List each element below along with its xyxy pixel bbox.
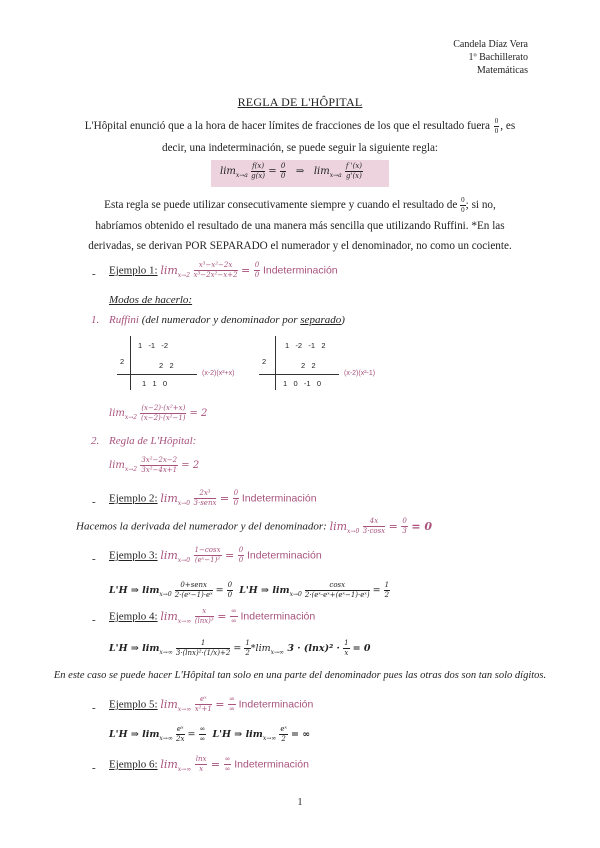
- ruffini-b-row-1: 1 -2 -1 2: [285, 341, 326, 350]
- ruffini-b-result: (x-2)(x²-1): [344, 370, 376, 377]
- ex4-bullet: -: [92, 614, 96, 626]
- ex3-bullet: -: [92, 553, 96, 565]
- ex5-bullet: -: [92, 702, 96, 714]
- explanation-line-1: Esta regla se puede utilizar consecutivamente siempre y cuando el resultado de $\frac{0}{0}$ ; si no,: [104, 196, 496, 214]
- ruffini-a-result: (x-2)(x²+x): [202, 370, 235, 377]
- page-title: REGLA DE L'HÔPITAL: [237, 95, 363, 109]
- ex1-bullet: -: [92, 268, 96, 280]
- ex1-result-ruffini: $\lim_{x\to 2}$ $\frac{\text{(x−2)·(x²+x)}}{\text{(x−2)·(x²−1)}}$ = 2: [109, 404, 208, 422]
- ruffini-b-row-3: 1 0 -1 0: [283, 379, 321, 388]
- intro-line-1: L'Hôpital enunció que a la hora de hacer límites de fracciones de los que el resultado fuera $\frac{0}{0}$ , es: [84, 117, 516, 135]
- ex5-lhopital: L'H ⇒ $\lim_{x\to\infty}$ $\frac{\text{eˣ}}{2x}$ = $\frac{\infty}{\infty}$ L'H ⇒ $\lim_{x\to\infty}$ $\frac{\text{eˣ}}{2}$ = ∞: [109, 725, 311, 743]
- explanation-line-2: habríamos obtenido el resultado de una manera más sencilla que utilizando Ruffini. *En las: [95, 220, 505, 232]
- ruffini-a-hline: [117, 374, 197, 375]
- ex1-method-1-number: 1.: [91, 314, 100, 326]
- ex6-bullet: -: [92, 762, 96, 774]
- ex5-line: Ejemplo 5: $\lim_{x\to\infty}$ $\frac{\text{eˣ}}{\text{x²+1}}$ = $\frac{\infty}{\infty}$ Indeterminación: [109, 695, 314, 713]
- ex1-method-1: Ruffini (del numerador y denominador por separado): [109, 314, 345, 326]
- ex3-lhopital: L'H ⇒ $\lim_{x\to 0}$ $\frac{\text{0+senx}}{\text{2·(eˣ−1)·eˣ}}$ = $\frac{0}{0}$ L'H ⇒ $\lim_{x\to 0}$ $\frac{\cos x}{\text{2·(eˣ·eˣ+(eˣ−1)·eˣ)}}$ = $\frac{1}{2}$: [109, 581, 390, 599]
- rule-formula: $\lim_{x\to a}$ $\frac{f(x)}{g(x)}$ = $\frac{0}{0}$ ⇒ $\lim_{x\to a}$ $\frac{f '(x)}{g'(x)}$: [220, 162, 363, 180]
- ruffini-b-row-2: 2 2: [301, 361, 316, 370]
- ruffini-a-row-2: 2 2: [159, 361, 174, 370]
- ex1-method-2: Regla de L'Hôpital:: [109, 435, 197, 447]
- ruffini-a-vline: [130, 336, 131, 390]
- ex1-line: Ejemplo 1: $\lim_{x\to 2}$ $\frac{\text{x³−x²−2x}}{\text{x³−2x²−x+2}}$ = $\frac{0}{0}$ Indeterminación: [109, 261, 338, 279]
- header-author: Candela Díaz Vera: [453, 39, 528, 50]
- ex3-line: Ejemplo 3: $\lim_{x\to 0}$ $\frac{1-\cos x}{\text{(eˣ−1)²}}$ = $\frac{0}{0}$ Indeterminación: [109, 546, 322, 564]
- header-subject: Matemáticas: [476, 65, 528, 76]
- intro-line-2: decir, una indeterminación, se puede seguir la siguiente regla:: [161, 142, 439, 154]
- ex2-line: Ejemplo 2: $\lim_{x\to 0}$ $\frac{\text{2x³}}{\text{3·senx}}$ = $\frac{0}{0}$ Indeterminación: [109, 489, 317, 507]
- ex1-modos: Modos de hacerlo:: [109, 294, 193, 306]
- ex4-line: Ejemplo 4: $\lim_{x\to\infty}$ $\frac{x}{\text{(lnx)³}}$ = $\frac{\infty}{\infty}$ Indeterminación: [109, 607, 316, 625]
- ex6-line: Ejemplo 6: $\lim_{x\to\infty}$ $\frac{\ln x}{x}$ = $\frac{\infty}{\infty}$ Indeterminación: [109, 755, 309, 773]
- ex4-lhopital: L'H ⇒ $\lim_{x\to\infty}$ $\frac{1}{\text{3·(lnx)²·(1/x)+2}}$ = $\frac{1}{2}$ $*\lim_{x\to\infty}$ 3 · (lnx)² · $\frac{1}{x}$ = 0: [109, 639, 371, 657]
- ex1-result-lhopital: $\lim_{x\to 2}$ $\frac{\text{3x²−2x−2}}{\text{3x²−4x+1}}$ = 2: [109, 456, 200, 474]
- page-number: 1: [297, 797, 303, 808]
- ex2-bullet: -: [92, 496, 96, 508]
- ruffini-b-vline: [275, 336, 276, 390]
- ruffini-b-hline: [259, 374, 339, 375]
- ruffini-b-divisor: 2: [262, 357, 267, 366]
- note-partial-lhopital: En este caso se puede hacer L'Hôpital tan solo en una parte del denominador pues las otras dos son tan solo dígitos.: [53, 670, 547, 681]
- ruffini-a-divisor: 2: [120, 357, 125, 366]
- ruffini-a-row-3: 1 1 0: [142, 379, 168, 388]
- ex2-derivative: Hacemos la derivada del numerador y del denominador: $\lim_{x\to 0}$ $\frac{4x}{3\cdot\cos x}$ = $\frac{0}{3}$ = 0: [76, 517, 433, 535]
- explanation-line-3: derivadas, se derivan POR SEPARADO el numerador y el denominador, no como un cociente.: [88, 240, 512, 252]
- ex1-method-2-number: 2.: [91, 435, 100, 447]
- ruffini-a-row-1: 1 -1 -2: [138, 341, 169, 350]
- header-course: 1º Bachillerato: [468, 52, 528, 63]
